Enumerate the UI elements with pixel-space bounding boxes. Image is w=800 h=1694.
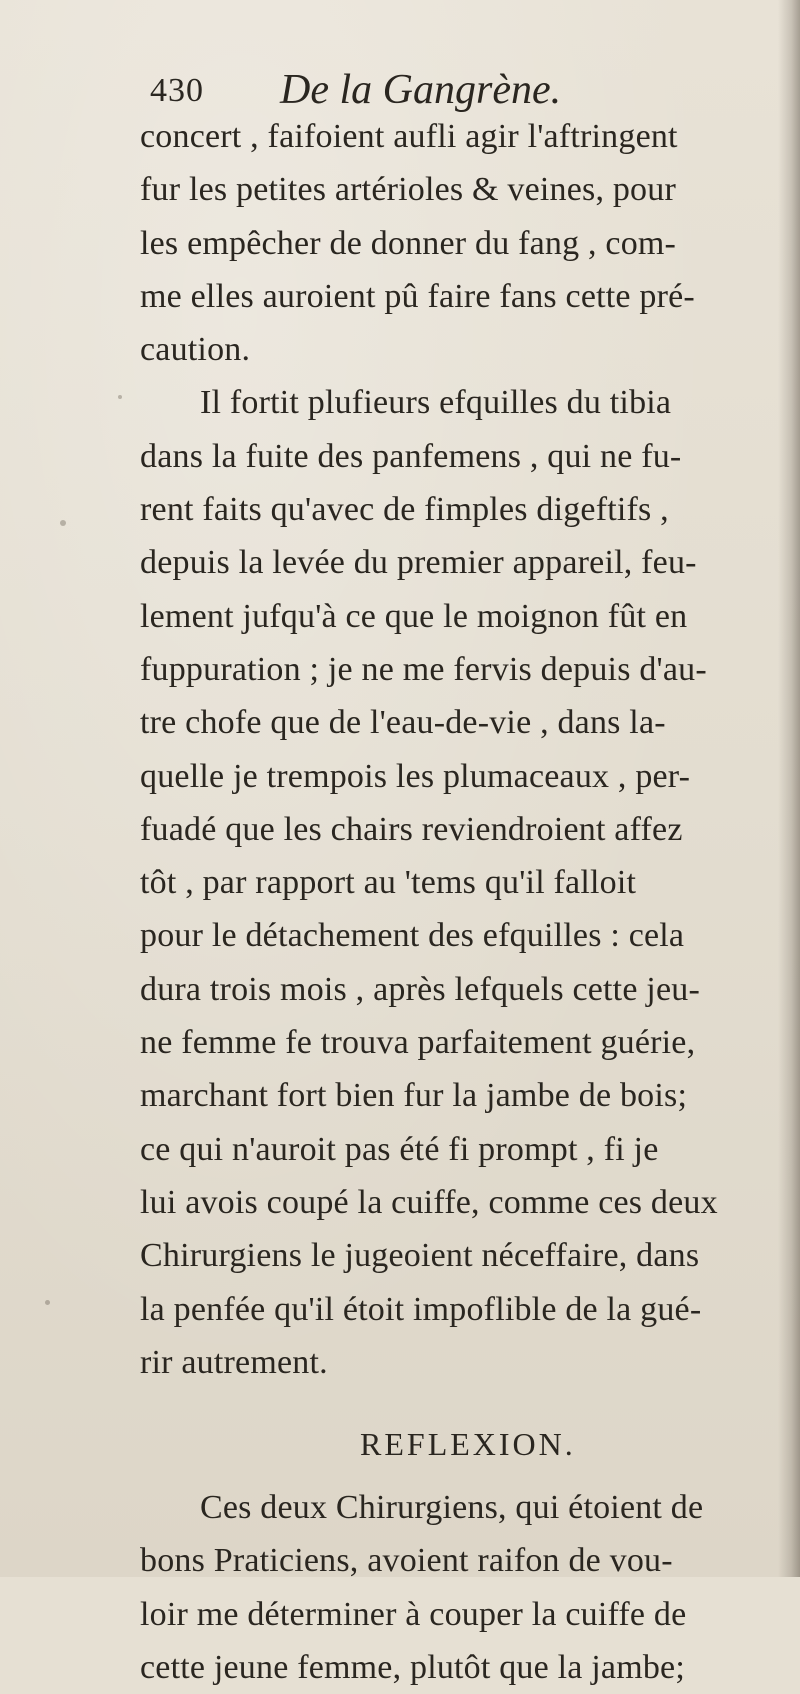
text-line: les empêcher de donner du fang , com- — [140, 224, 677, 262]
text-line: lui avois coupé la cuiffe, comme ces deux — [140, 1183, 718, 1221]
page-edge-shadow — [778, 0, 800, 1577]
text-line: fur les petites artérioles & veines, pour — [140, 171, 676, 209]
text-line: rent faits qu'avec de fimples digeftifs , — [140, 491, 669, 529]
text-line: caution. — [140, 331, 251, 369]
text-line: ce qui n'auroit pas été fi prompt , fi je — [140, 1130, 659, 1168]
ink-speck — [118, 395, 122, 399]
text-line: rir autrement. — [140, 1343, 328, 1381]
text-line: fuadé que les chairs reviendroient affez — [140, 810, 683, 848]
text-line: concert , faifoient aufli agir l'aftringent — [140, 118, 678, 155]
text-line: pour le détachement des efquilles : cela — [140, 917, 685, 955]
text-line: tre chofe que de l'eau-de-vie , dans la- — [140, 704, 666, 742]
page-number: 430 — [150, 72, 204, 109]
section-heading: REFLEXION. — [360, 1426, 576, 1463]
text-line: lement jufqu'à ce que le moignon fût en — [140, 597, 688, 635]
text-line: quelle je trempois les plumaceaux , per- — [140, 757, 691, 795]
text-line: Ces deux Chirurgiens, qui étoient de — [200, 1489, 704, 1527]
text-line: dans la fuite des panfemens , qui ne fu- — [140, 437, 682, 475]
text-line: tôt , par rapport au 'tems qu'il falloit — [140, 864, 637, 902]
text-line: fuppuration ; je ne me fervis depuis d'au- — [140, 650, 707, 688]
text-line: marchant fort bien fur la jambe de bois; — [140, 1077, 688, 1115]
ink-speck — [60, 520, 66, 526]
text-line: dura trois mois , après lefquels cette jeu- — [140, 970, 700, 1008]
text-line: ne femme fe trouva parfaitement guérie, — [140, 1024, 696, 1062]
text-line: la penfée qu'il étoit impoflible de la gué- — [140, 1290, 702, 1328]
text-line: me elles auroient pû faire fans cette pré- — [140, 277, 695, 315]
text-line: cette jeune femme, plutôt que la jambe; — [140, 1649, 685, 1687]
running-title: De la Gangrène. — [280, 67, 562, 113]
page-header — [150, 67, 710, 113]
ink-speck — [45, 1300, 50, 1305]
body-text — [140, 110, 780, 1694]
text-line: depuis la levée du premier appareil, feu- — [140, 544, 697, 582]
text-line: bons Praticiens, avoient raifon de vou- — [140, 1542, 673, 1580]
text-line: Il fortit plufieurs efquilles du tibia — [200, 384, 672, 422]
text-line: loir me déterminer à couper la cuiffe de — [140, 1595, 687, 1633]
text-line: Chirurgiens le jugeoient néceffaire, dans — [140, 1237, 700, 1275]
